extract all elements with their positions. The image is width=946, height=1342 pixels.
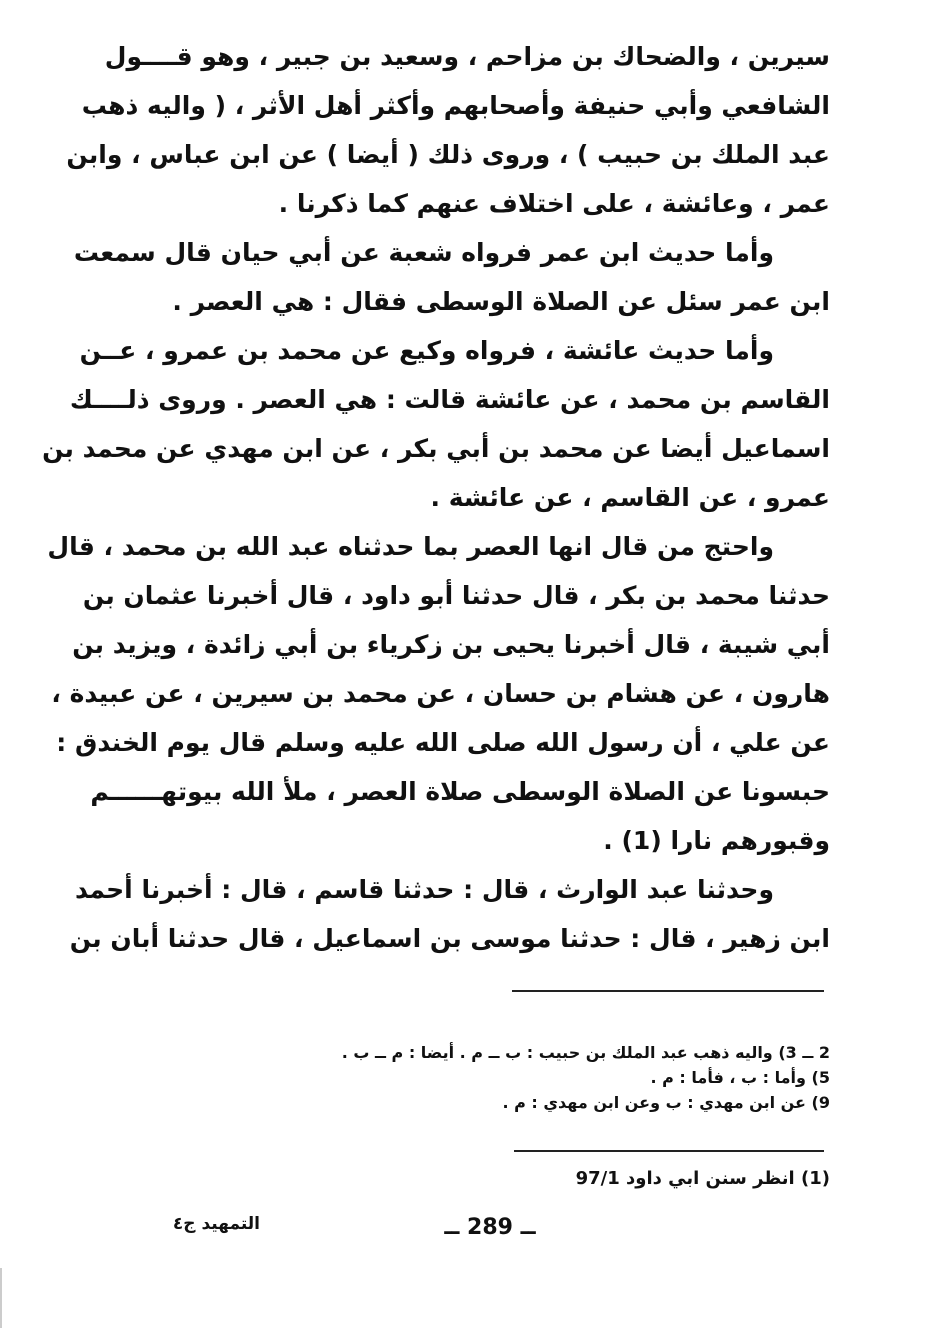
text-line: الشافعي وأبي حنيفة وأصحابهم وأكثر أهل الأثر ، ( واليه ذهب (81, 91, 830, 120)
text-line: وقبورهم نارا (1) . (603, 826, 830, 855)
variant-note: 2 ــ 3) واليه ذهب عبد الملك بن حبيب : ب ــ م . أيضا : م ــ ب . (341, 1043, 830, 1062)
variant-notes (200, 1040, 830, 1115)
text-line: ابن عمر سئل عن الصلاة الوسطى فقال : هي العصر . (172, 287, 830, 316)
text-line: سيرين ، والضحاك بن مزاحم ، وسعيد بن جبير ، وهو قــــول (104, 42, 830, 71)
variant-note: 9) عن ابن مهدي : ب وعن ابن مهدي : م . (502, 1093, 830, 1112)
page-number: ــ 289 ــ (444, 1215, 536, 1240)
text-line: حبسونا عن الصلاة الوسطى صلاة العصر ، ملأ الله بيوتهــــــم (90, 777, 830, 806)
text-line: عمر ، وعائشة ، على اختلاف عنهم كما ذكرنا . (278, 189, 830, 218)
text-line: وحدثنا عبد الوارث ، قال : حدثنا قاسم ، قال : أخبرنا أحمد (74, 875, 774, 904)
text-line: هارون ، عن هشام بن حسان ، عن محمد بن سيرين ، عن عبيدة ، (51, 679, 830, 708)
text-line: حدثنا محمد بن بكر ، قال حدثنا أبو داود ، قال أخبرنا عثمان بن (82, 581, 830, 610)
text-line: واحتج من قال انها العصر بما حدثناه عبد الله بن محمد ، قال (47, 532, 774, 561)
text-line: وأما حديث عائشة ، فرواه وكيع عن محمد بن عمرو ، عــن (79, 336, 774, 365)
footnote: (1) انظر سنن ابي داود 97/1 (575, 1168, 830, 1189)
text-line: وأما حديث ابن عمر فرواه شعبة عن أبي حيان قال سمعت (73, 238, 774, 267)
main-text-block (42, 32, 830, 963)
text-line: اسماعيل أيضا عن محمد بن أبي بكر ، عن ابن مهدي عن محمد بن (42, 434, 830, 463)
text-line: أبي شيبة ، قال أخبرنا يحيى بن زكرياء بن أبي زائدة ، ويزيد بن (72, 630, 830, 659)
text-line: ابن زهير ، قال : حدثنا موسى بن اسماعيل ، قال حدثنا أبان بن (69, 924, 830, 953)
text-line: عبد الملك بن حبيب ) ، وروى ذلك ( أيضا ) عن ابن عباس ، وابن (66, 140, 830, 169)
text-line: عمرو ، عن القاسم ، عن عائشة . (430, 483, 830, 512)
variant-note: 5) وأما : ب ، فأما : م . (650, 1068, 830, 1087)
running-title: التمهيد ج٤ (172, 1214, 260, 1234)
footnote-separator-bottom (514, 1150, 824, 1152)
text-line: عن علي ، أن رسول الله صلى الله عليه وسلم قال يوم الخندق : (56, 728, 830, 757)
text-line: القاسم بن محمد ، عن عائشة قالت : هي العصر . وروى ذلــــك (69, 385, 830, 414)
scan-margin-mark (0, 1268, 2, 1328)
footnote-separator-top (512, 990, 824, 992)
